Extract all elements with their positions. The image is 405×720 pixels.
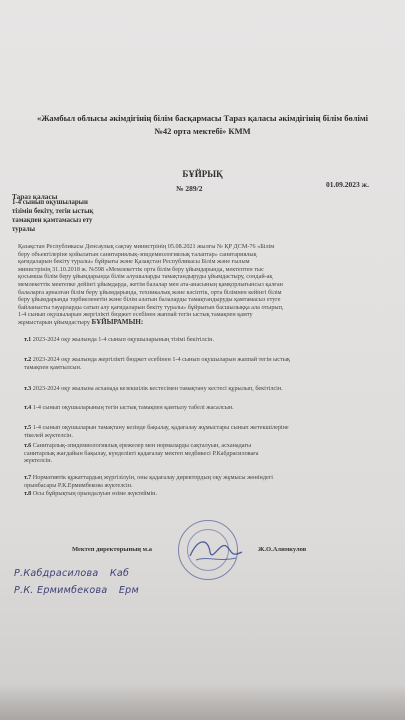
order-point-5	[24, 424, 394, 439]
point-text: 1-4 сынып оқушыларын тамақтану кезінде бақылау, қадағалау жұмыстары сынып жетекшілеріне	[32, 424, 289, 431]
point-text: тікелей жүктелсін.	[24, 431, 73, 439]
point-text: 2023-2024 оқу жылына асханада кезекшілік кестесімен тамақтану кестесі құрылып, бекітілсін.	[32, 385, 283, 392]
order-point-2	[24, 356, 394, 371]
preamble-line: беру объектілеріне қойылатын санитариялық-эпидемиологиялық талаптар» санитариялық	[18, 250, 257, 258]
order-number: № 289/2	[176, 184, 203, 193]
handwritten-name: Р.Кабдрасилова	[14, 568, 99, 579]
point-text: Санитарлық-эпидемиологиялық ережелер мен нормаларды сақталуын, асханадағы	[32, 442, 252, 449]
preamble-paragraph	[18, 243, 390, 327]
point-text: жүктелсін.	[24, 457, 53, 465]
order-point-8	[24, 490, 394, 498]
preamble-line: балаларға арналған білім беру ұйымдарында, техникалық және кәсіптік, орта білімнен кейінгі білім	[18, 288, 282, 296]
preamble-line: мемлекеттік мектепке дейінгі ұйымдарда, жетім балалар мен ата-анасының қамқорлығынсыз қалған	[18, 280, 283, 288]
photo-bottom-shadow	[0, 684, 405, 720]
handwritten-initials: Ерм	[118, 585, 139, 596]
point-number: т.1	[24, 336, 32, 343]
point-text: 2023-2024 оқу жылында 1-4 сынып оқушыларының тізімі бекітілсін.	[32, 336, 214, 343]
preamble-line: министрінің 31.10.2018 ж. №598 «Мемлекеттік орта білім беру ұйымдарында, мектептен тыс	[18, 265, 264, 273]
signature-label: Мектеп директорының м.а	[72, 546, 152, 553]
preamble-line: беру ұйымдарында тәрбиеленетін және білім алатын балаларды тамақтандыруды қамтамасыз етуге	[18, 296, 281, 304]
institution-header-line1: «Жамбыл облысы әкімдігінің білім басқармасы Тараз қаласы әкімдігінің білім бөлімі	[36, 113, 369, 123]
point-number: т.8	[24, 490, 32, 497]
order-word: БҰЙЫРАМЫН:	[91, 317, 144, 326]
preamble-line: 1-4 сынып оқушыларын жергілікті бюджет есебінен жаппай тегін ыстық тамақпен қамту	[18, 311, 253, 319]
point-text: Нормативтік құжаттардың жүргізілуін, оны қадағалау директордың оқу жұмысы жөніндегі	[32, 474, 273, 481]
preamble-line	[18, 319, 390, 327]
signature-name: Ж.О.Алимкулов	[258, 546, 307, 553]
handwritten-name: Р.К. Ермимбекова	[14, 585, 108, 596]
preamble-line: қағидаларын бекіту туралы» бұйрығы және Қазақстан Республикасы Білім және ғылым	[18, 258, 250, 266]
point-text: тамақпен қамтылсын.	[24, 363, 82, 371]
order-city: Тараз қаласы	[12, 192, 58, 201]
handwritten-signoff-2	[14, 585, 139, 596]
preamble-line-text: жұмыстарын ұйымдастыру	[18, 318, 90, 326]
director-signature-scribble	[186, 532, 246, 568]
point-number: т.4	[24, 404, 32, 411]
point-text: 2023-2024 оқу жылында жергілікті бюджет есебінен 1-4 сынып оқушыларын жаппай тегін ыстық	[32, 356, 290, 363]
order-point-3	[24, 385, 394, 393]
order-point-4	[24, 404, 394, 412]
subject-line: тізімін бекіту, тегін ыстық	[12, 208, 94, 215]
preamble-line: қосымша білім беру ұйымдарында білім алушыларды тамақтандыруды ұйымдастыру, сондай-ақ	[18, 273, 273, 281]
point-number: т.5	[24, 424, 32, 431]
institution-header-line2: №42 орта мектебі» КММ	[154, 126, 251, 136]
point-text: орынбасары Р.К.Ермимбекова жүктелсін.	[24, 481, 133, 489]
point-number: т.3	[24, 385, 32, 392]
point-text: санитарлық жағдайын бақылау, күнделікті қадағалау мектеп медбикесі Р.Кабдрасиловаға	[24, 449, 259, 457]
order-date: 01.09.2023 ж.	[326, 180, 369, 189]
preamble-line: байланысты тауарларды сатып алу қағидаларын бекіту туралы» бұйрығын басшылыққа ала отырып,	[18, 303, 284, 311]
order-title: БҰЙРЫҚ	[182, 169, 223, 179]
order-point-7	[24, 474, 394, 489]
subject-line: тамақпен қамтамасыз ету	[12, 217, 93, 224]
point-number: т.7	[24, 474, 32, 481]
subject-line: туралы	[12, 226, 36, 233]
handwritten-signoff-1	[14, 568, 129, 579]
handwritten-initials: Каб	[109, 568, 130, 579]
subject-line: 1-4 сынып оқушыларын	[12, 199, 88, 206]
point-number: т.2	[24, 356, 32, 363]
preamble-line: Қазақстан Республикасы Денсаулық сақтау министрінің 05.08.2021 жылғы № ҚР ДСМ-76 «Білім	[18, 243, 275, 250]
order-point-1	[24, 336, 394, 344]
point-number: т.6	[24, 442, 32, 449]
point-text: Осы бұйрықтың орындалуын өзіме жүктеймін.	[32, 490, 158, 497]
order-point-6	[24, 442, 394, 465]
point-text: 1-4 сынып оқушыларының тегін ыстық тамақпен қамтылу табелі жасалсын.	[32, 404, 234, 411]
